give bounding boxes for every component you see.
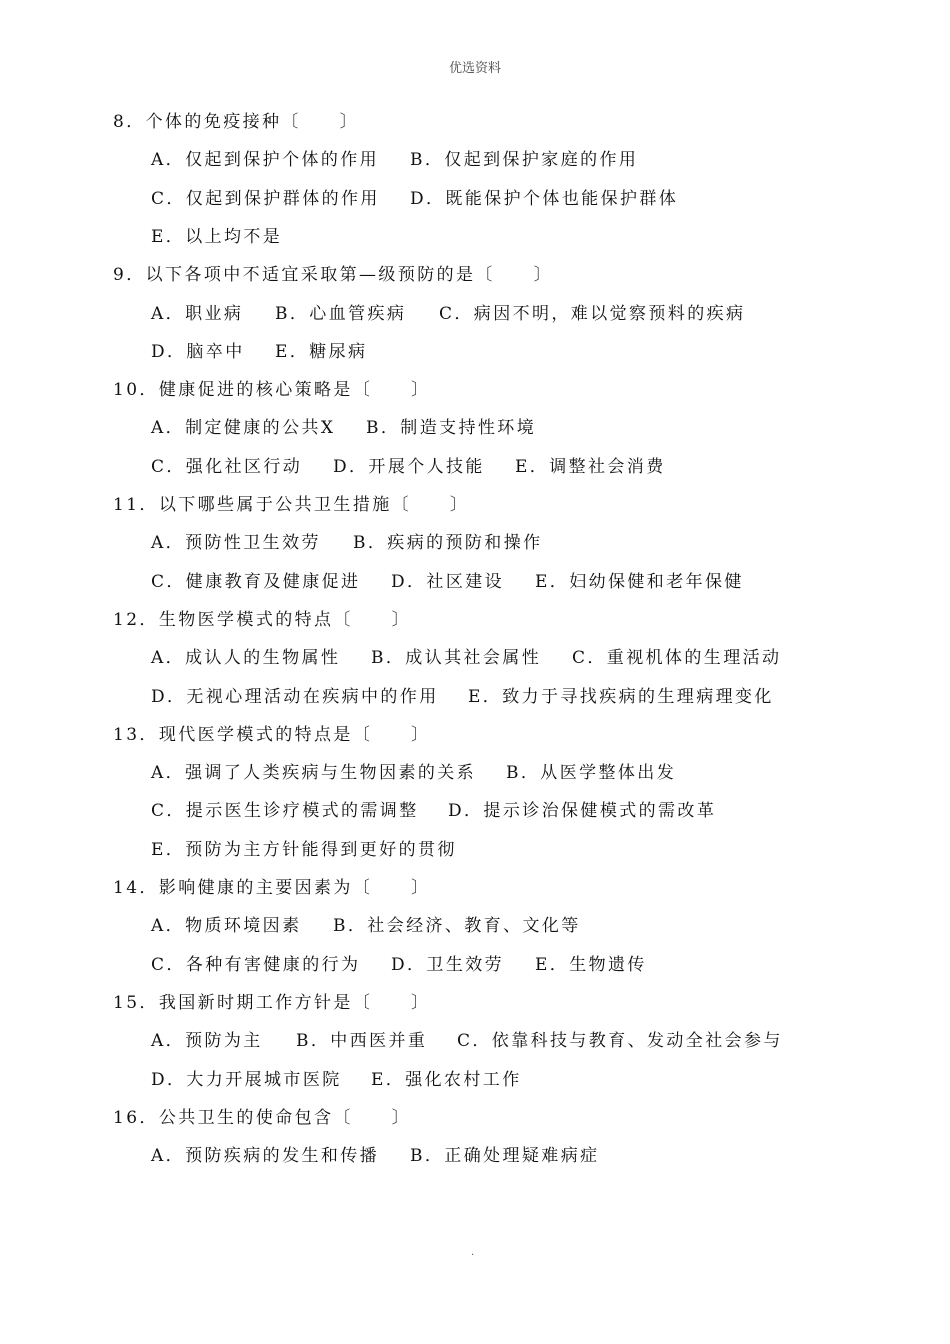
answer-option: B．正确处理疑难病症 bbox=[410, 1146, 600, 1167]
answer-option: B．疾病的预防和操作 bbox=[353, 533, 543, 554]
answer-option: E．致力于寻找疾病的生理病理变化 bbox=[468, 686, 774, 707]
answer-option: E．强化农村工作 bbox=[371, 1069, 522, 1090]
answer-option: A．制定健康的公共X bbox=[151, 418, 336, 439]
answer-option: C．健康教育及健康促进 bbox=[151, 571, 361, 592]
answer-option: E．以上均不是 bbox=[151, 226, 283, 247]
answer-option: C．依靠科技与教育、发动全社会参与 bbox=[457, 1031, 783, 1052]
answer-option: A．仅起到保护个体的作用 bbox=[151, 150, 380, 171]
answer-option: B．心血管疾病 bbox=[275, 303, 407, 324]
answer-option: D．既能保护个体也能保护群体 bbox=[410, 188, 679, 209]
page-header: 优选资料 bbox=[448, 61, 501, 76]
answer-option: E．糖尿病 bbox=[275, 341, 368, 362]
answer-option: A．成认人的生物属性 bbox=[151, 648, 341, 669]
answer-option: C．各种有害健康的行为 bbox=[151, 954, 361, 975]
answer-option: B．社会经济、教育、文化等 bbox=[333, 916, 581, 937]
answer-option: B．成认其社会属性 bbox=[371, 648, 542, 669]
answer-option: D．脑卒中 bbox=[151, 341, 245, 362]
question-stem: 16．公共卫生的使命包含〔 〕 bbox=[113, 1107, 412, 1128]
answer-option: C．仅起到保护群体的作用 bbox=[151, 188, 380, 209]
answer-option: D．无视心理活动在疾病中的作用 bbox=[151, 686, 439, 707]
answer-option: A．职业病 bbox=[151, 303, 244, 324]
answer-option: C．提示医生诊疗模式的需调整 bbox=[151, 801, 419, 822]
answer-option: B．仅起到保护家庭的作用 bbox=[410, 150, 639, 171]
answer-option: C．重视机体的生理活动 bbox=[572, 648, 782, 669]
question-stem: 11．以下哪些属于公共卫生措施〔 〕 bbox=[113, 495, 470, 515]
answer-option: C．病因不明，难以觉察预料的疾病 bbox=[439, 303, 746, 324]
question-stem: 10．健康促进的核心策略是〔 〕 bbox=[113, 380, 431, 401]
question-stem: 14．影响健康的主要因素为〔 〕 bbox=[113, 878, 431, 898]
answer-option: C．强化社区行动 bbox=[151, 456, 303, 477]
answer-option: E．生物遗传 bbox=[535, 954, 647, 975]
answer-option: B．制造支持性环境 bbox=[366, 418, 537, 439]
question-stem: 8．个体的免疫接种〔 〕 bbox=[113, 112, 360, 132]
answer-option: E．妇幼保健和老年保健 bbox=[535, 571, 744, 592]
answer-option: B．从医学整体出发 bbox=[506, 763, 677, 784]
answer-option: E．调整社会消费 bbox=[515, 456, 666, 477]
answer-option: D．社区建设 bbox=[391, 571, 505, 592]
answer-option: A．预防性卫生效劳 bbox=[151, 533, 321, 554]
question-stem: 12．生物医学模式的特点〔 〕 bbox=[113, 609, 412, 630]
answer-option: E．预防为主方针能得到更好的贯彻 bbox=[151, 839, 457, 860]
answer-option: A．预防为主 bbox=[151, 1031, 263, 1052]
answer-option: A．强调了人类疾病与生物因素的关系 bbox=[151, 763, 477, 784]
answer-option: D．开展个人技能 bbox=[333, 456, 485, 477]
question-stem: 9．以下各项中不适宜采取第—级预防的是〔 〕 bbox=[113, 265, 554, 286]
answer-option: B．中西医并重 bbox=[296, 1031, 428, 1052]
answer-option: D．大力开展城市医院 bbox=[151, 1069, 342, 1090]
answer-option: A．预防疾病的发生和传播 bbox=[151, 1146, 380, 1167]
question-stem: 13．现代医学模式的特点是〔 〕 bbox=[113, 724, 431, 745]
answer-option: D．卫生效劳 bbox=[391, 954, 505, 975]
question-stem: 15．我国新时期工作方针是〔 〕 bbox=[113, 992, 431, 1013]
answer-option: A．物质环境因素 bbox=[151, 916, 302, 937]
answer-option: D．提示诊治保健模式的需改革 bbox=[448, 801, 717, 822]
footer-mark: . bbox=[471, 1247, 475, 1258]
